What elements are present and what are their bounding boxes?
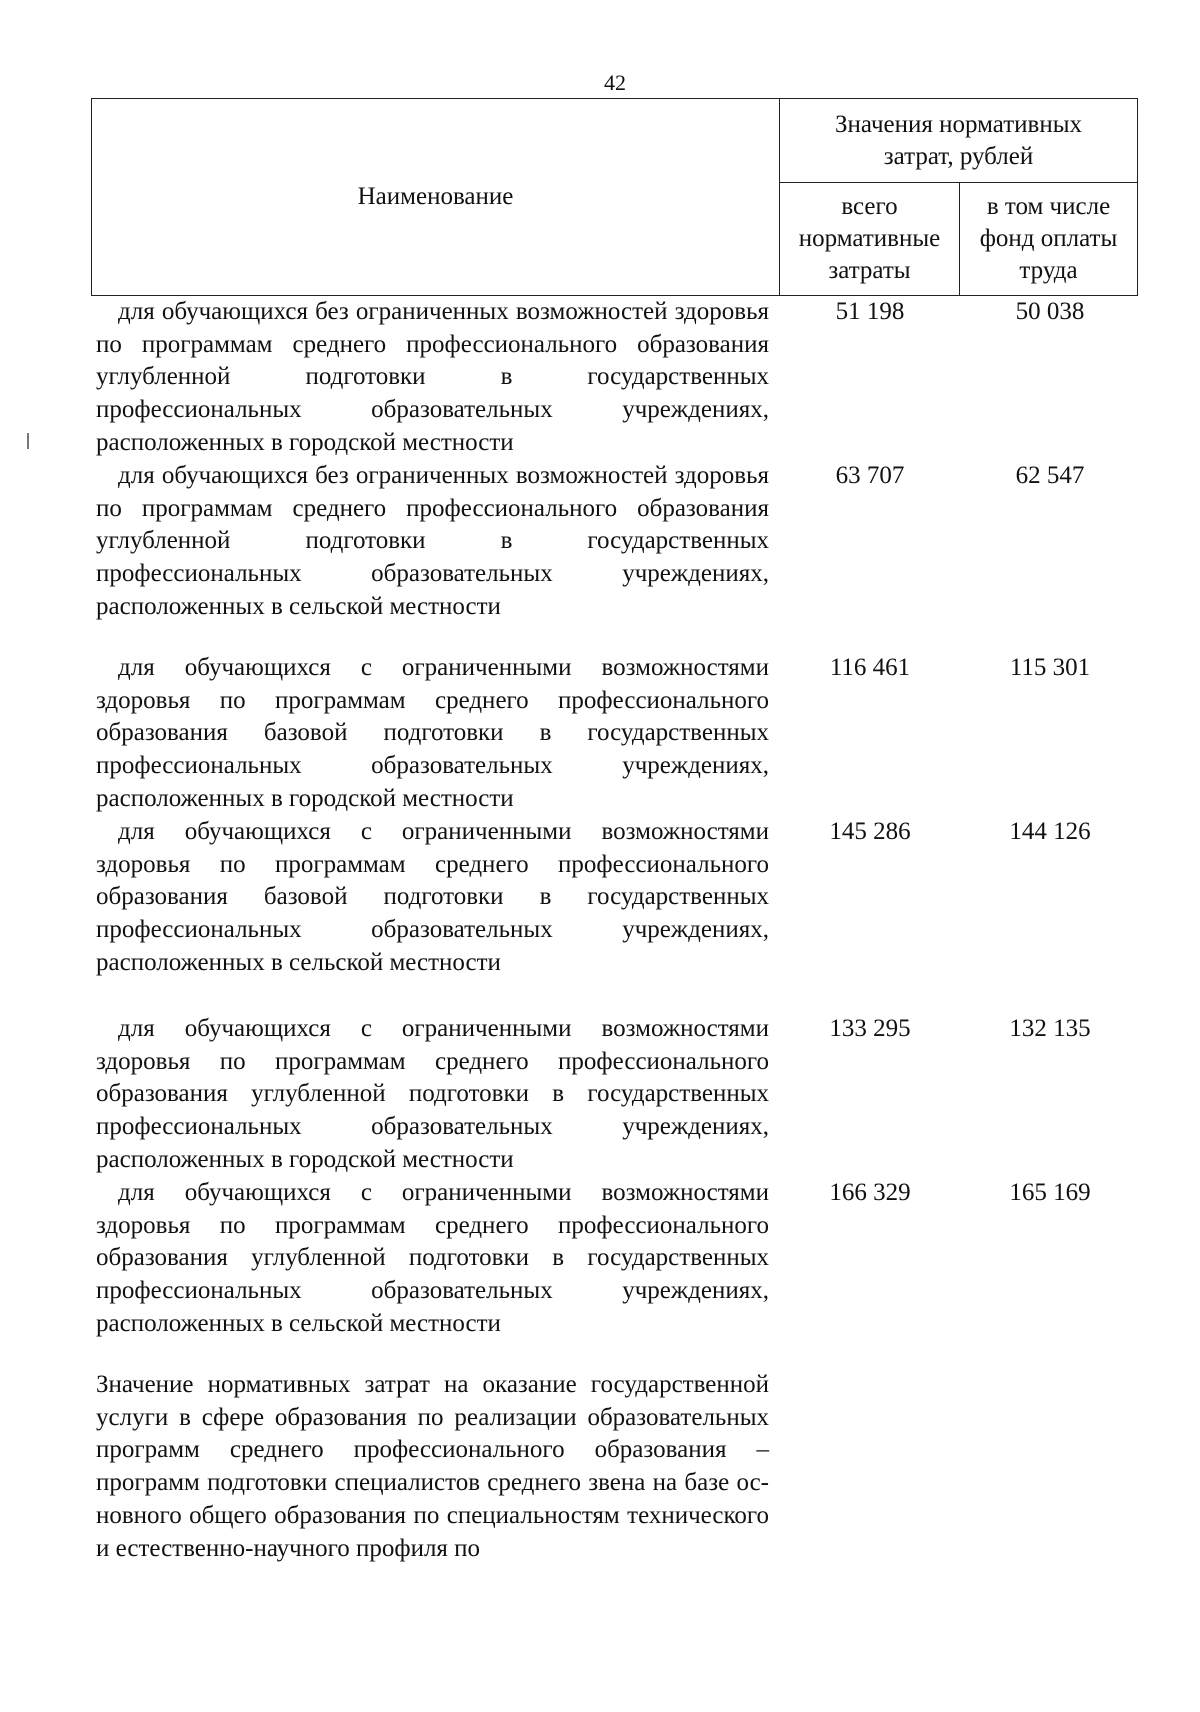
row-wage-fund: 132 135 (1009, 1015, 1091, 1042)
name-column-header: Наименование (92, 99, 780, 296)
row-wage-fund: 144 126 (1009, 818, 1091, 845)
wage-fund-column-header: в том числе фонд оплаты труда (960, 183, 1138, 296)
row-total-costs: 145 286 (829, 818, 911, 845)
row-wage-fund: 115 301 (1009, 654, 1091, 681)
row-total-costs: 166 329 (829, 1179, 911, 1206)
row-total-costs: 63 707 (835, 462, 905, 489)
row-description: для обучающихся с ограниченными возможностями здоровья по программам среднего профессионального образования углубленной подготовки в государственных профессиональных образовательных учреждениях, расположенных в сельской местности (96, 1179, 769, 1337)
row-wage-fund: 165 169 (1009, 1179, 1091, 1206)
scan-margin-mark (27, 433, 29, 449)
row-wage-fund: 50 038 (1015, 298, 1085, 325)
row-total-costs: 133 295 (829, 1015, 911, 1042)
table-header (91, 98, 1138, 296)
total-costs-column-header: всего нормативные затраты (780, 183, 960, 296)
row-wage-fund: 62 547 (1015, 462, 1085, 489)
row-description: для обучающихся без ограниченных возможностей здоровья по программам среднего профессионального образования углубленной подготовки в государственных профессиональных образовательных учреждениях, расположенных в городской местности (96, 298, 769, 456)
page-number: 42 (604, 70, 626, 95)
row-total-costs: 51 198 (835, 298, 905, 325)
row-description: для обучающихся с ограниченными возможностями здоровья по программам среднего профессионального образования углубленной подготовки в государственных профессиональных образовательных учреждениях, расположенных в городской местности (96, 1015, 769, 1173)
values-column-header: Значения нормативных затрат, рублей (780, 99, 1138, 183)
row-description: для обучающихся с ограниченными возможностями здоровья по программам среднего профессионального образования базовой подготовки в государственных профессиональных образовательных учреждениях, расположенных в городской местности (96, 654, 769, 812)
closing-paragraph: Значение нормативных затрат на оказание государственной услуги в сфере образования по реализации образовательных программ среднего профессионального образования – программ подготовки специалистов среднего звена на базе ос-новного общего образования по специальностям технического и естественно-научного профиля по (96, 1371, 769, 1562)
row-total-costs: 116 461 (829, 654, 911, 681)
row-description: для обучающихся с ограниченными возможностями здоровья по программам среднего профессионального образования базовой подготовки в государственных профессиональных образовательных учреждениях, расположенных в сельской местности (96, 818, 769, 976)
row-description: для обучающихся без ограниченных возможностей здоровья по программам среднего профессионального образования углубленной подготовки в государственных профессиональных образовательных учреждениях, расположенных в сельской местности (96, 462, 769, 620)
